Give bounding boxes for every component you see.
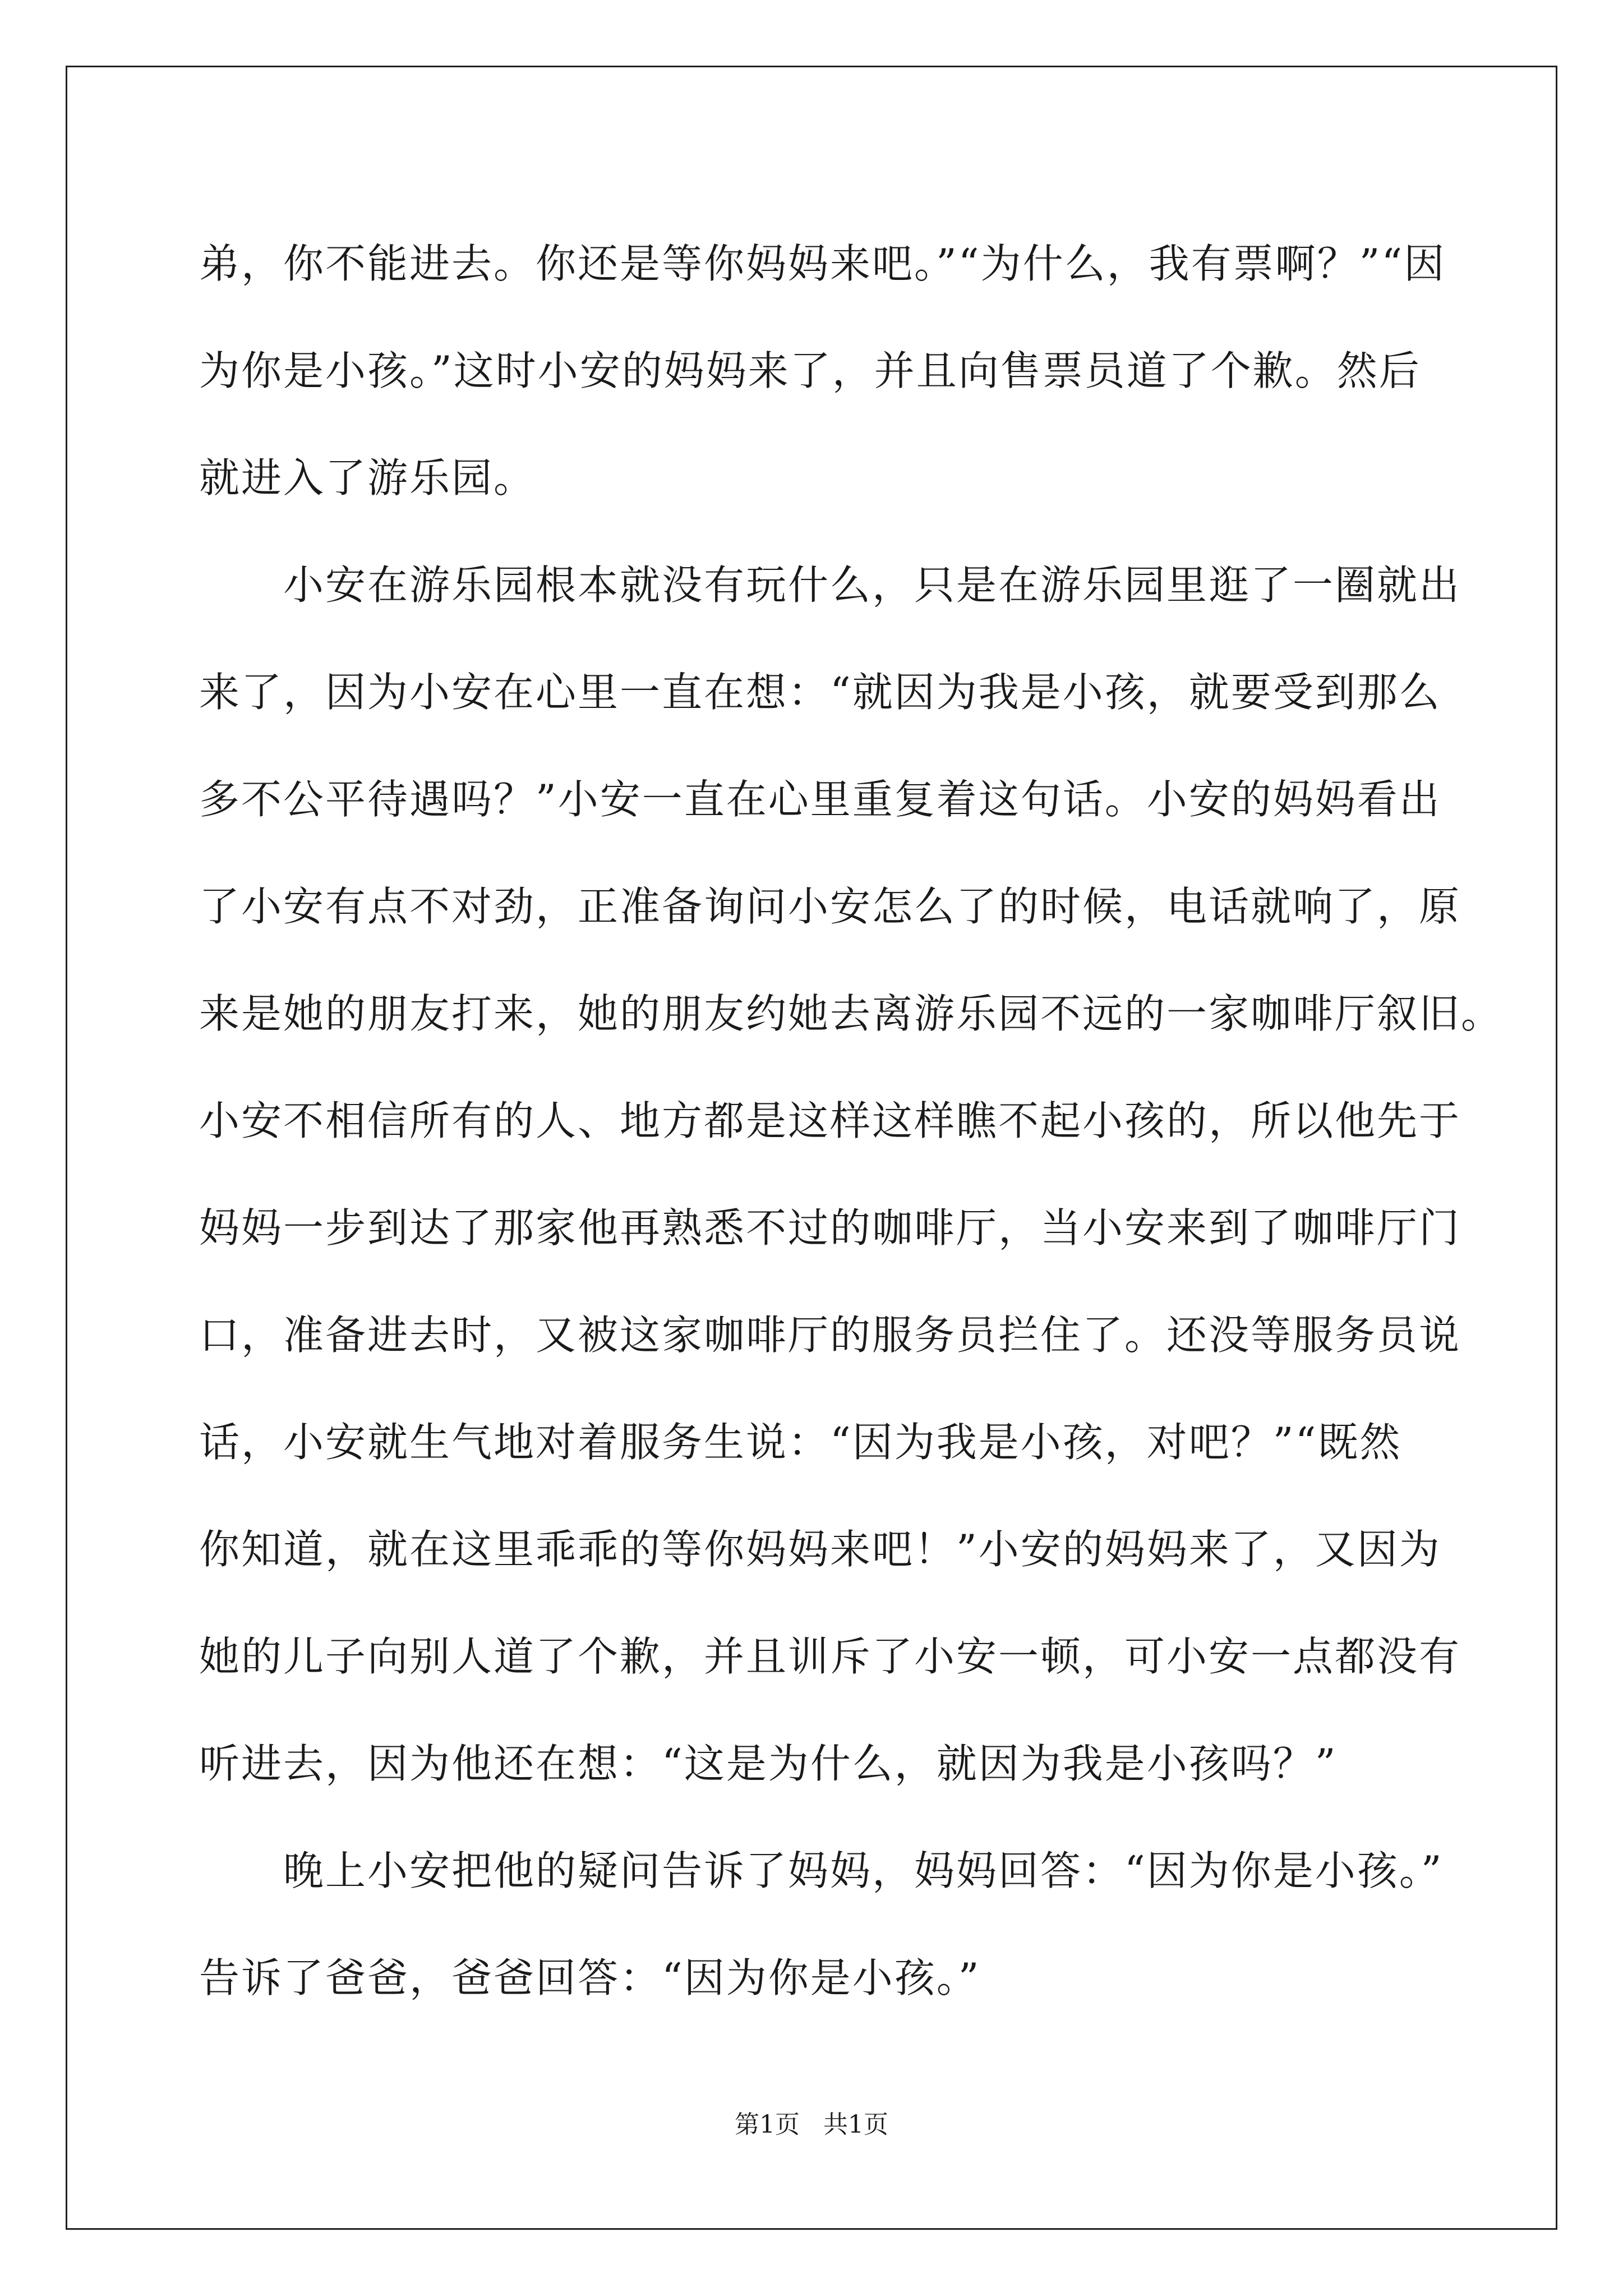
text-line: 就进入了游乐园。	[199, 454, 536, 501]
text-line: 来是她的朋友打来，她的朋友约她去离游乐园不远的一家咖啡厅叙旧。	[199, 990, 1504, 1037]
page-footer: 第1页 共1页	[735, 2110, 888, 2139]
text-line: 弟，你不能进去。你还是等你妈妈来吧。”“为什么，我有票啊？”“因	[199, 240, 1446, 287]
document-body	[199, 210, 1504, 2032]
text-line: 了小安有点不对劲，正准备询问小安怎么了的时候，电话就响了，原	[199, 883, 1461, 930]
text-line: 口，准备进去时，又被这家咖啡厅的服务员拦住了。还没等服务员说	[199, 1312, 1461, 1359]
text-line: 她的儿子向别人道了个歉，并且训斥了小安一顿，可小安一点都没有	[199, 1633, 1461, 1680]
text-line: 为你是小孩。”这时小安的妈妈来了，并且向售票员道了个歉。然后	[199, 347, 1421, 394]
text-line: 听进去，因为他还在想：“这是为什么，就因为我是小孩吗？”	[199, 1740, 1338, 1787]
text-line: 话，小安就生气地对着服务生说：“因为我是小孩，对吧？”“既然	[199, 1419, 1402, 1466]
paragraph-start-line: 小安在游乐园根本就没有玩什么，只是在游乐园里逛了一圈就出	[283, 562, 1461, 609]
text-line: 小安不相信所有的人、地方都是这样这样瞧不起小孩的，所以他先于	[199, 1097, 1461, 1144]
text-line: 你知道，就在这里乖乖的等你妈妈来吧！”小安的妈妈来了，又因为	[199, 1526, 1441, 1573]
text-line: 多不公平待遇吗？”小安一直在心里重复着这句话。小安的妈妈看出	[199, 776, 1441, 823]
text-line: 告诉了爸爸，爸爸回答：“因为你是小孩。”	[199, 1954, 981, 2001]
text-line: 妈妈一步到达了那家他再熟悉不过的咖啡厅，当小安来到了咖啡厅门	[199, 1204, 1461, 1251]
text-line: 来了，因为小安在心里一直在想：“就因为我是小孩，就要受到那么	[199, 669, 1441, 716]
paragraph-start-line: 晚上小安把他的疑问告诉了妈妈，妈妈回答：“因为你是小孩。”	[283, 1847, 1444, 1894]
